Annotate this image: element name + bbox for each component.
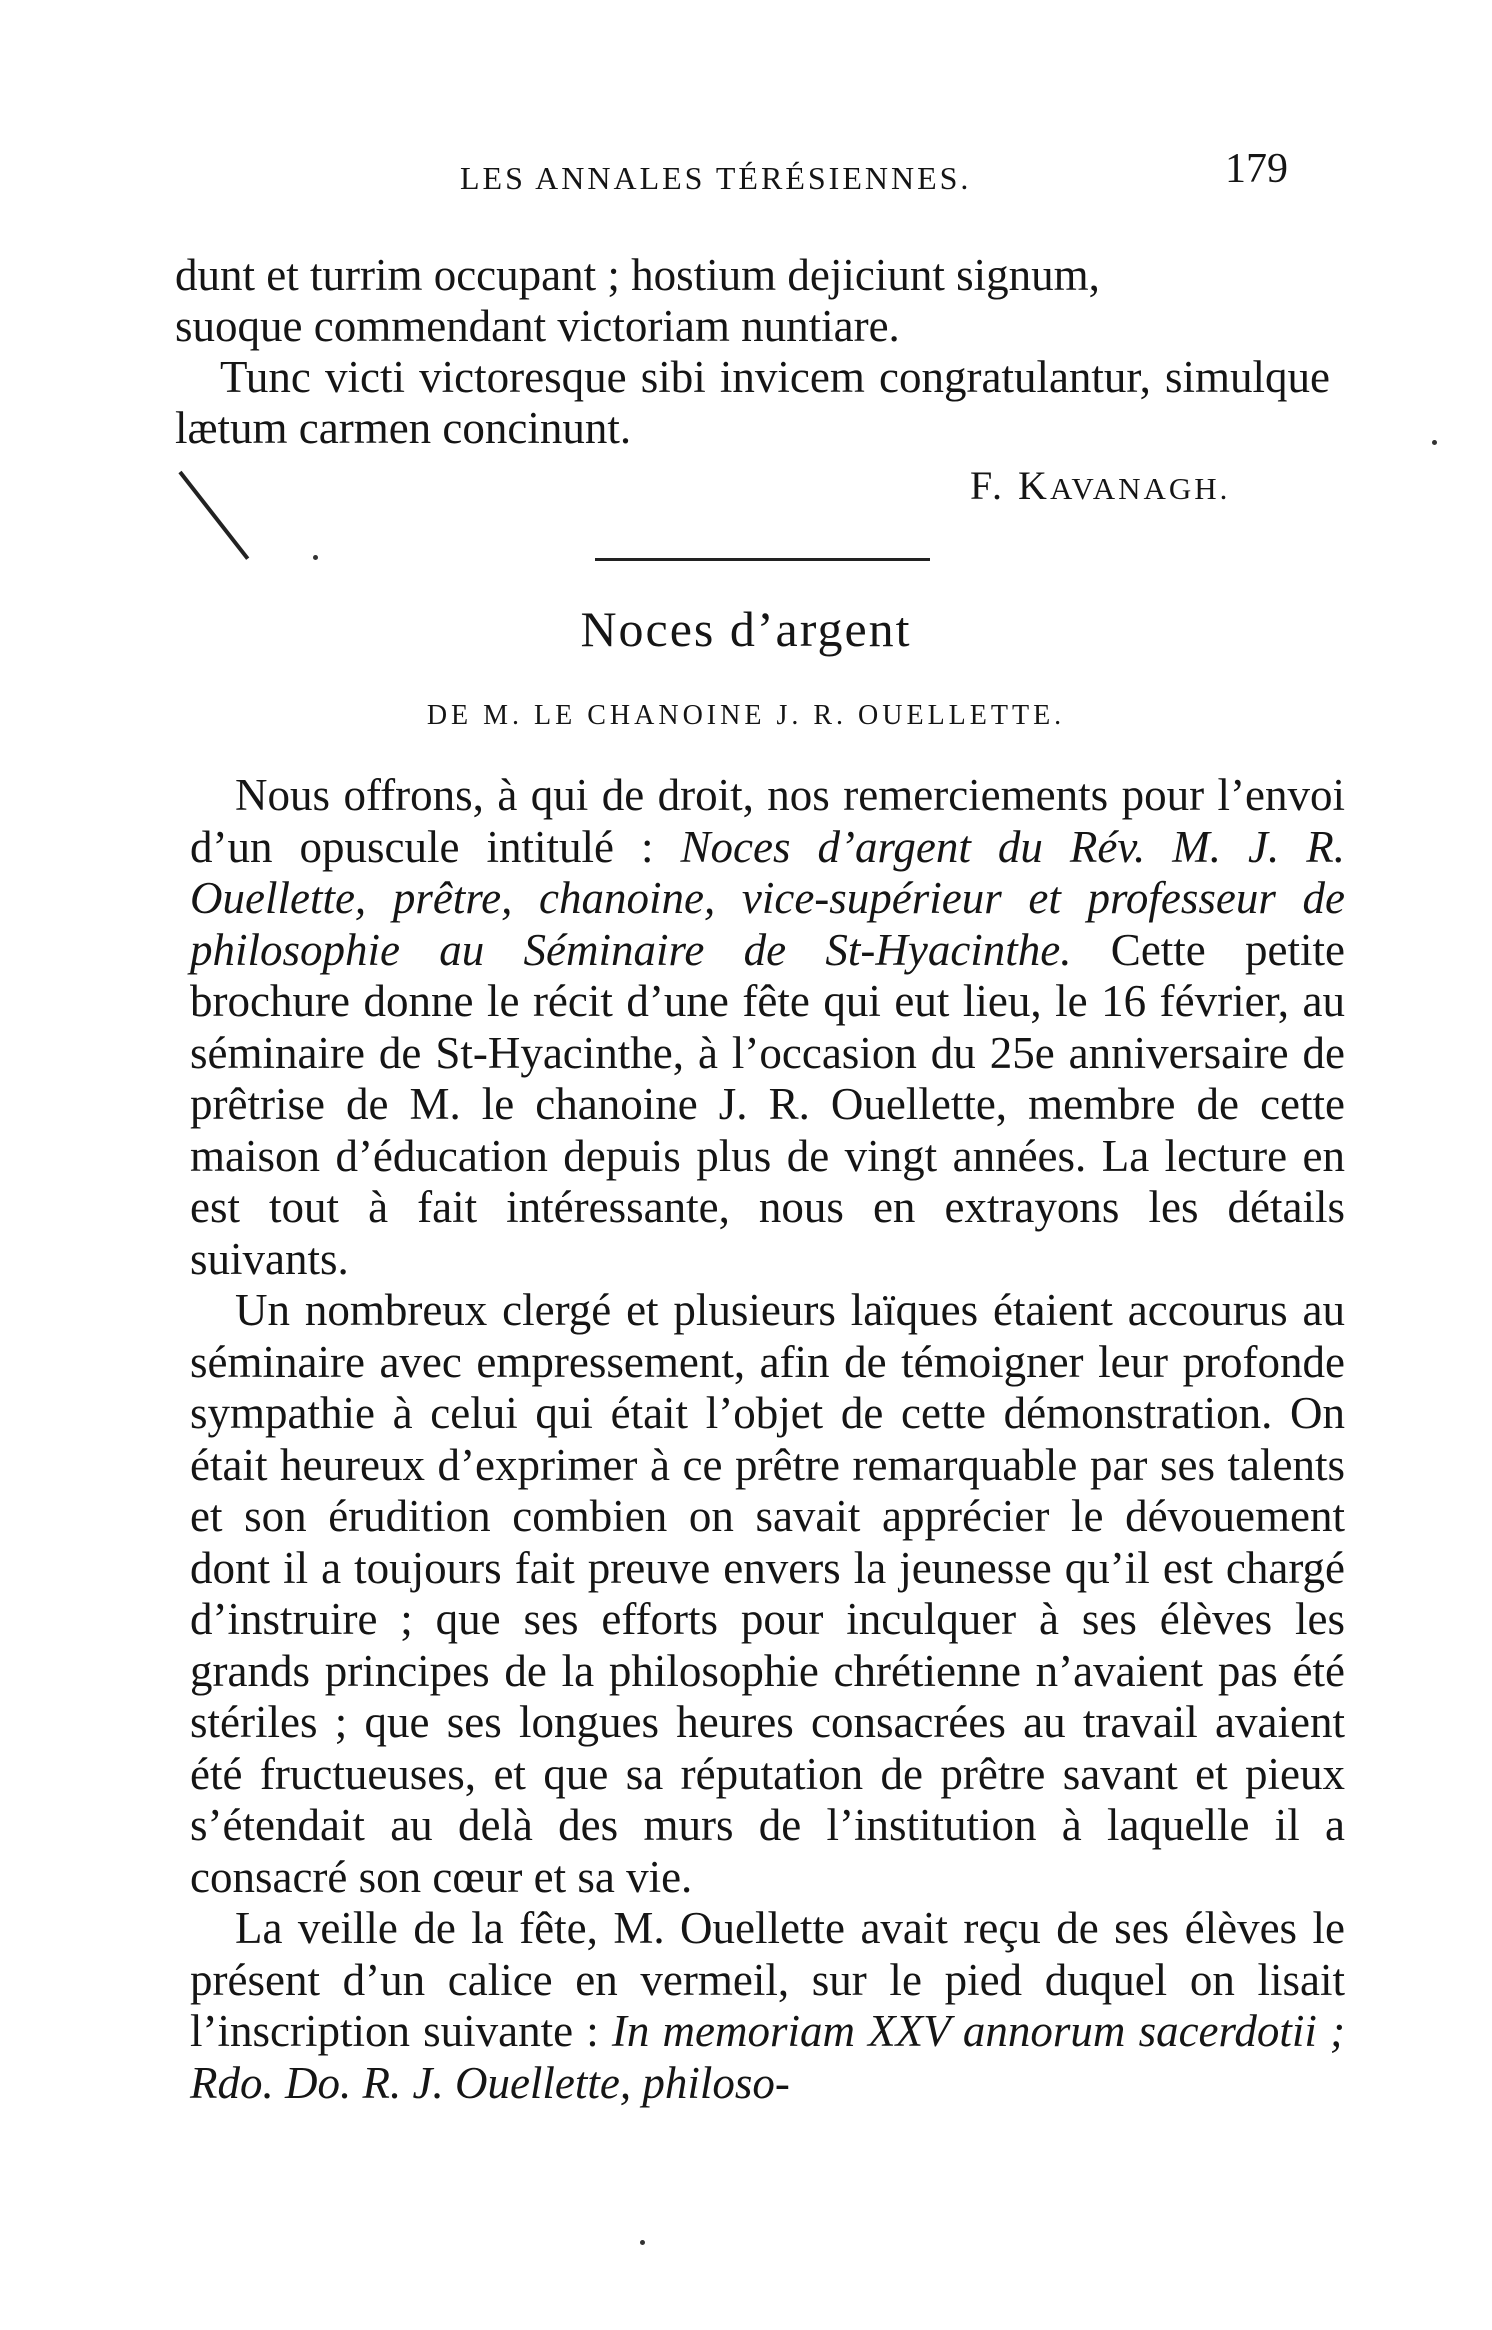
speck (313, 555, 318, 560)
article-title: Noces d’argent (580, 601, 912, 657)
signature-rest: AVANAGH. (1049, 471, 1231, 506)
continuation-line-2: suoque commendant victoriam nuntiare. (175, 301, 900, 351)
continuation-line-1: dunt et turrim occupant ; hostium dejiciunt signum, (175, 250, 1100, 300)
signature-initial: F. K (970, 463, 1050, 508)
author-signature (970, 462, 1230, 509)
article-body (190, 770, 1345, 2109)
section-separator (595, 558, 930, 561)
continuation-paragraph: Tunc victi victoresque sibi invicem congratulantur, simulque lætum carmen concinunt. (175, 352, 1330, 453)
article-subtitle: DE M. LE CHANOINE J. R. OUELLETTE. (426, 700, 1066, 731)
paragraph-2: Un nombreux clergé et plusieurs laïques étaient accourus au séminaire avec empressement, afin de témoigner leur profonde sympathie à celui qui était l’objet de cette démonstration. On était heureux d’exprimer à ce prêtre remarquable par ses talents et son érudition combien on savait apprécier le dévouement dont il a toujours fait preuve envers la jeunesse qu’il est chargé d’instruire ; que ses efforts pour inculquer à ses élèves les grands principes de la philosophie chrétienne n’avaient pas été stériles ; que ses longues heures consacrées au travail avaient été fructueuses, et que sa réputation de prêtre savant et pieux s’étendait au delà des murs de l’institution à laquelle il a consacré son cœur et sa vie. (190, 1285, 1345, 1902)
speck (1432, 440, 1437, 445)
paragraph-3-lead: La veille de la fête, M. Ouellette avait reçu de ses élèves le présent d’un calice en vermeil, sur le pied duquel on lisait l’inscription suivante : (190, 1903, 1345, 2056)
paragraph-3 (190, 1903, 1345, 2109)
running-head: LES ANNALES TÉRÉSIENNES. (460, 160, 972, 196)
pen-slash-mark (178, 471, 249, 560)
paragraph-1-lead: Nous offrons, à qui de droit, nos remerciements pour l’envoi d’un opuscule intitulé : (190, 770, 1345, 872)
paragraph-1-tail: Cette petite brochure donne le récit d’une fête qui eut lieu, le 16 février, au séminaire de St-Hyacinthe, à l’occasion du 25e anniversaire de prêtrise de M. le chanoine J. R. Ouellette, membre de cette maison d’éducation depuis plus de vingt années. La lecture en est tout à fait intéressante, nous en extrayons les détails suivants. (190, 924, 1346, 1284)
paragraph-1 (190, 770, 1345, 1285)
paragraph-1-title: Noces d’argent du Rév. M. J. R. Ouellette, prêtre, chanoine, vice-supérieur et professeur de philosophie au Séminaire de St-Hyacinthe. (190, 821, 1345, 975)
continuation-text (175, 250, 1330, 454)
speck (640, 2240, 645, 2245)
paragraph-3-inscription: In memoriam XXV annorum sacerdotii ; Rdo. Do. R. J. Ouellette, philoso- (190, 2006, 1346, 2108)
page-number: 179 (1225, 146, 1288, 192)
